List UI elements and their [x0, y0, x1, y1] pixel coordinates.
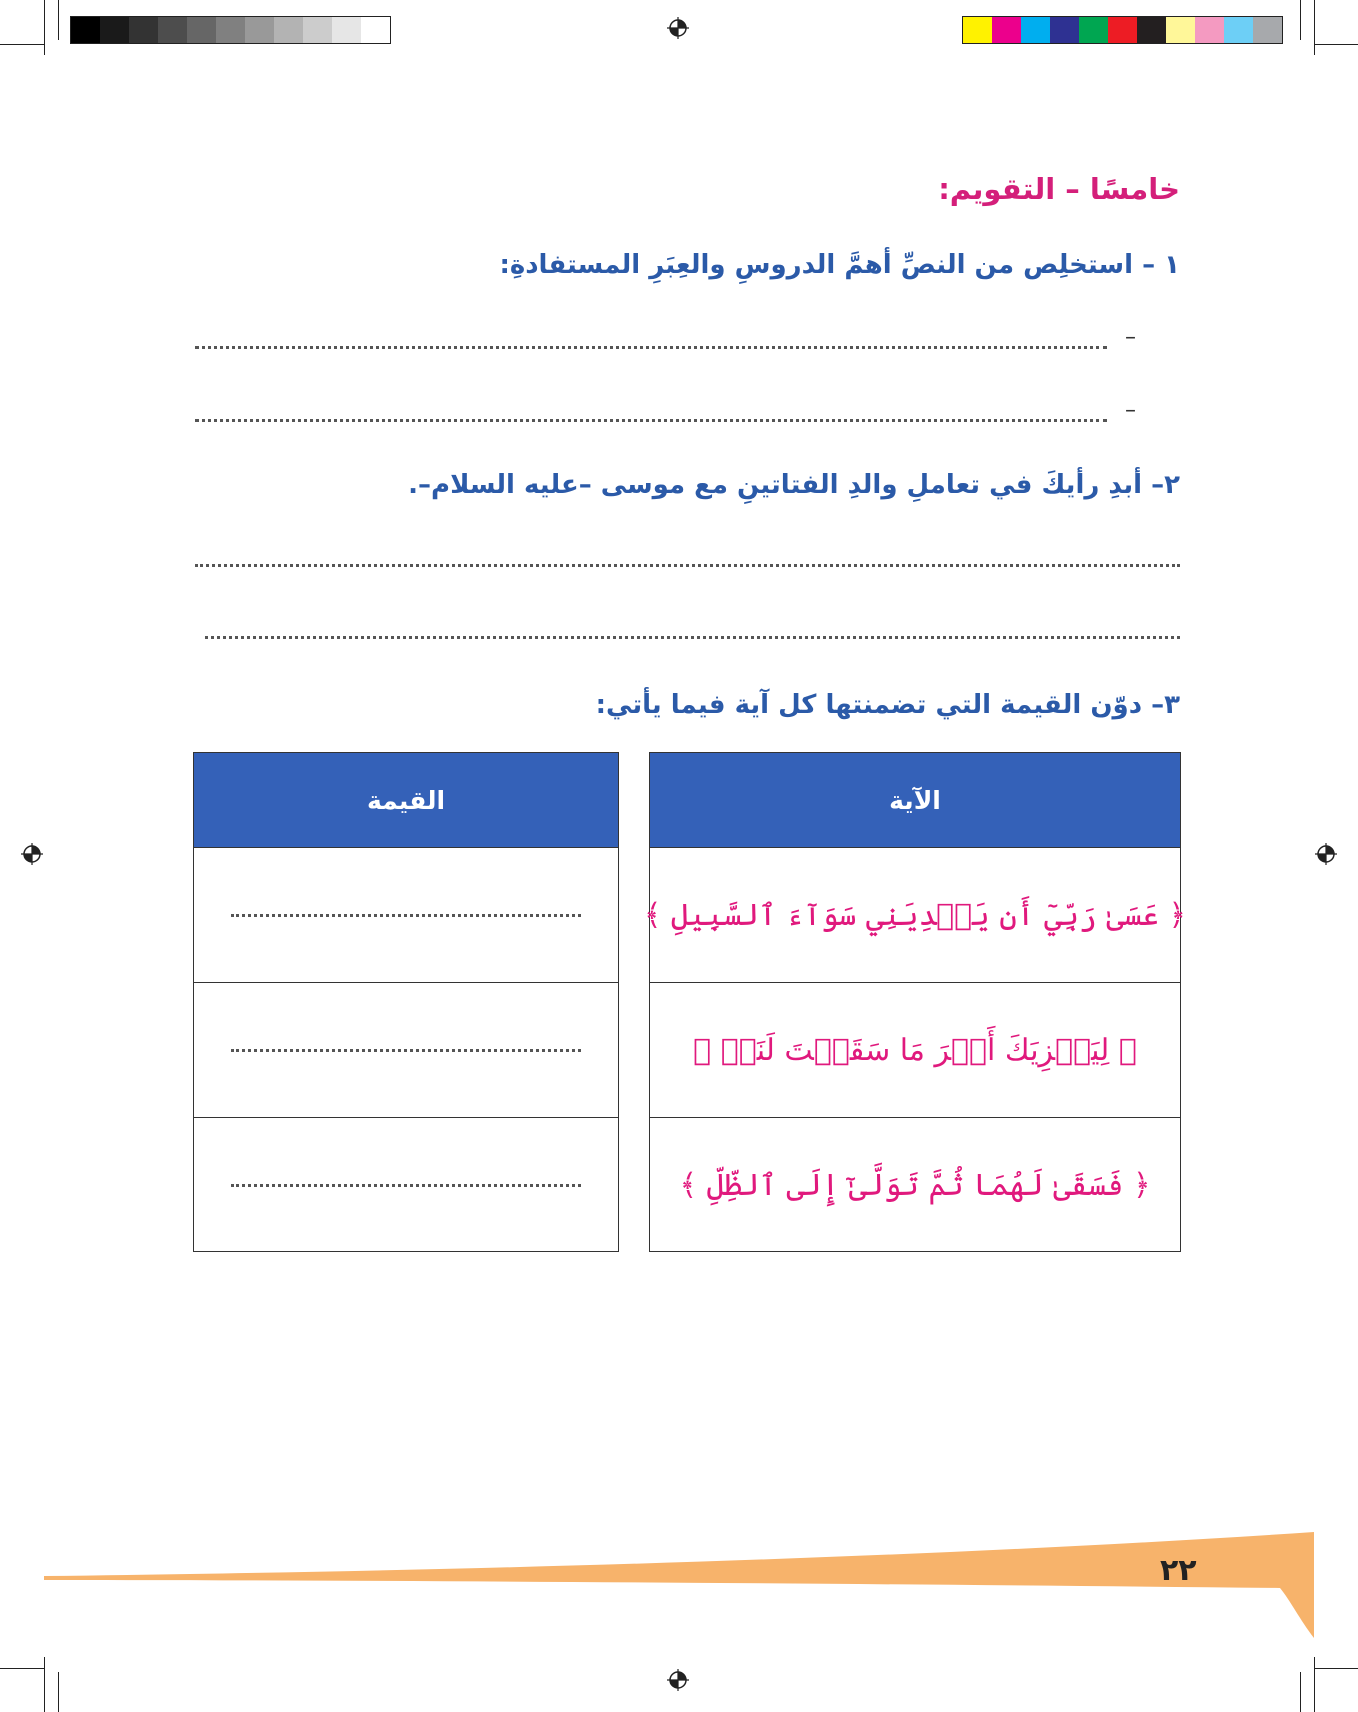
value-answer-field[interactable]	[231, 1184, 581, 1187]
table-header-value: القيمة	[194, 753, 618, 848]
bullet-dash: –	[1125, 398, 1136, 423]
table-row	[194, 848, 618, 983]
registration-mark-icon	[667, 1669, 689, 1691]
answer-dotted-line[interactable]	[205, 636, 1180, 639]
question-2: ٢– أبدِ رأيكَ في تعاملِ والدِ الفتاتينِ مع موسى –عليه السلام–.	[408, 470, 1180, 500]
color-swatch	[245, 17, 274, 43]
color-swatch	[274, 17, 303, 43]
page-number: ٢٢	[1160, 1553, 1197, 1588]
color-swatch	[1195, 17, 1224, 43]
registration-mark-icon	[1315, 843, 1337, 865]
table-row	[650, 983, 1180, 1118]
answer-line-1	[1107, 325, 1136, 350]
color-swatch	[303, 17, 332, 43]
color-swatch	[187, 17, 216, 43]
table-row	[643, 848, 1187, 983]
color-swatch	[71, 17, 100, 43]
bullet-dash: –	[1125, 325, 1136, 350]
crop-mark	[1300, 1672, 1301, 1712]
registration-mark-icon	[667, 17, 689, 39]
color-swatch	[100, 17, 129, 43]
table-header-verse: الآية	[650, 753, 1180, 848]
color-swatch	[1166, 17, 1195, 43]
footer-band	[0, 1520, 1358, 1640]
grayscale-color-bar	[70, 16, 391, 44]
crop-mark	[58, 0, 59, 40]
verse-text: ﴿ لِيَجۡزِيَكَ أَجۡرَ مَا سَقَيۡتَ لَنَاۚ ﴾	[693, 1032, 1137, 1068]
color-swatch	[332, 17, 361, 43]
section-title: خامسًا – التقويم:	[938, 172, 1180, 206]
table-row	[194, 983, 618, 1118]
value-answer-field[interactable]	[231, 914, 581, 917]
color-swatch	[216, 17, 245, 43]
process-color-bar	[962, 16, 1283, 44]
table-row	[194, 1118, 618, 1253]
answer-dotted-line[interactable]	[195, 346, 1107, 349]
answer-line-2	[1107, 398, 1136, 423]
crop-mark	[44, 1657, 45, 1712]
crop-mark	[1300, 0, 1301, 40]
color-swatch	[1253, 17, 1282, 43]
crop-mark	[1314, 44, 1358, 45]
answer-dotted-line[interactable]	[195, 564, 1180, 567]
crop-mark	[0, 1668, 44, 1669]
color-swatch	[1079, 17, 1108, 43]
registration-mark-icon	[21, 843, 43, 865]
color-swatch	[1224, 17, 1253, 43]
color-swatch	[1137, 17, 1166, 43]
crop-mark	[1314, 1668, 1358, 1669]
verse-column	[643, 752, 1187, 1252]
value-answer-field[interactable]	[231, 1049, 581, 1052]
verse-text: ﴿ عَسَىٰ رَبِّيٓ أَن يَهۡدِيَنِي سَوَآءَ ٱلسَّبِيلِ ﴾	[643, 897, 1187, 933]
question-3: ٣– دوّن القيمة التي تضمنتها كل آية فيما يأتي:	[595, 690, 1180, 720]
crop-mark	[1314, 0, 1315, 55]
crop-mark	[1314, 1657, 1315, 1712]
color-swatch	[129, 17, 158, 43]
verse-text: ﴿ فَسَقَىٰ لَهُمَا ثُمَّ تَوَلَّىٰٓ إِلَى ٱلظِّلِّ ﴾	[679, 1168, 1151, 1203]
crop-mark	[58, 1672, 59, 1712]
question-1: ١ – استخلِص من النصِّ أهمَّ الدروسِ والعِبَرِ المستفادةِ:	[499, 250, 1180, 280]
crop-mark	[0, 44, 44, 45]
color-swatch	[1021, 17, 1050, 43]
crop-mark	[44, 0, 45, 55]
table-row	[650, 1118, 1180, 1253]
color-swatch	[1108, 17, 1137, 43]
answer-dotted-line[interactable]	[195, 419, 1107, 422]
color-swatch	[963, 17, 992, 43]
value-column	[193, 752, 619, 1252]
color-swatch	[1050, 17, 1079, 43]
color-swatch	[992, 17, 1021, 43]
color-swatch	[361, 17, 390, 43]
color-swatch	[158, 17, 187, 43]
